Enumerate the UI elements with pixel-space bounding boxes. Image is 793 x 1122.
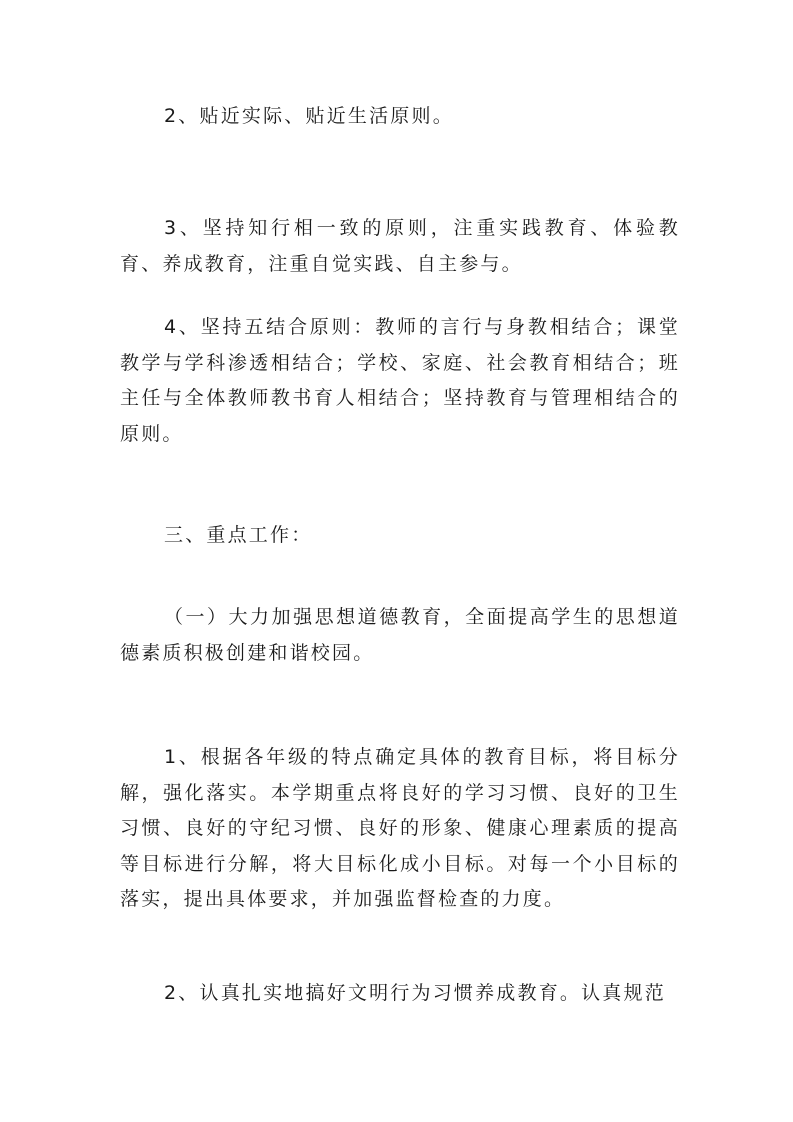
- principle-3-paragraph: 3、坚持知行相一致的原则，注重实践教育、体验教育、养成教育，注重自觉实践、自主参与。: [120, 217, 680, 275]
- principle-4-paragraph: 4、坚持五结合原则：教师的言行与身教相结合；课堂教学与学科渗透相结合；学校、家庭、社会教育相结合；班主任与全体教师教书育人相结合；坚持教育与管理相结合的原则。: [120, 316, 680, 445]
- subsection-heading-moral-education: （一）大力加强思想道德教育，全面提高学生的思想道德素质积极创建和谐校园。: [120, 606, 680, 664]
- section-heading-key-work: 三、重点工作：: [164, 524, 313, 546]
- principle-2-paragraph: 2、贴近实际、贴近生活原则。: [164, 105, 454, 127]
- item-2-paragraph: 2、认真扎实地搞好文明行为习惯养成教育。认真规范: [164, 982, 666, 1004]
- item-1-paragraph: 1、根据各年级的特点确定具体的教育目标，将目标分解，强化落实。本学期重点将良好的学习习惯、良好的卫生习惯、良好的守纪习惯、良好的形象、健康心理素质的提高等目标进行分解，将大目标化成小目标。对每一个小目标的落实，提出具体要求，并加强监督检查的力度。: [120, 746, 680, 910]
